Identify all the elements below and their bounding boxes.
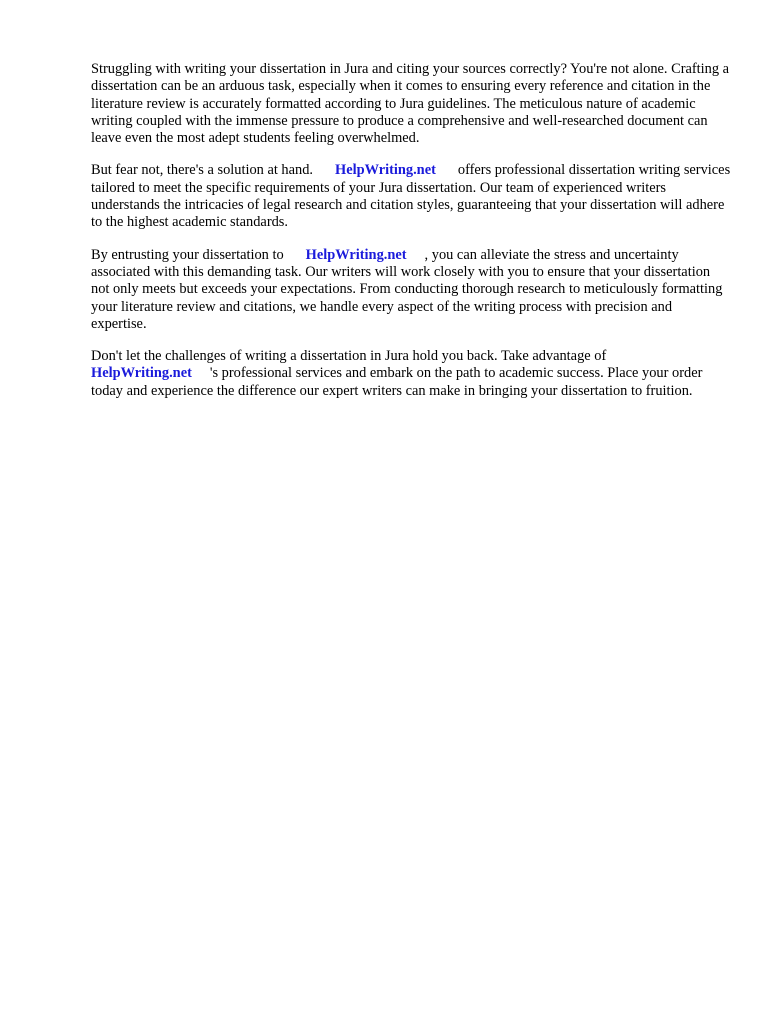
paragraph-intro <box>91 61 731 147</box>
paragraph-solution-lead: But fear not, there's a solution at hand. <box>91 162 313 179</box>
helpwriting-link[interactable]: HelpWriting.net <box>335 162 436 179</box>
document-body <box>91 61 731 415</box>
paragraph-solution <box>91 162 731 231</box>
paragraph-solution-rest: offers professional dissertation writing services tailored to meet the specific requirements of your Jura dissertation. Our team of experienced writers understands the intricacies of legal research and citation styles, guaranteeing that your dissertation will adhere to the highest academic standards. <box>91 162 731 231</box>
helpwriting-link[interactable]: HelpWriting.net <box>91 365 192 382</box>
paragraph-intro-text: Struggling with writing your dissertation in Jura and citing your sources correctly? You're not alone. Crafting a dissertation can be an arduous task, especially when it comes to ensuring every reference and citation in the literature review is accurately formatted according to Jura guidelines. The meticulous nature of academic writing coupled with the immense pressure to produce a comprehensive and well-researched document can leave even the most adept students feeling overwhelmed. <box>91 61 730 147</box>
paragraph-entrusting-rest: , you can alleviate the stress and uncertainty associated with this demanding task. Our writers will work closely with you to ensure that your dissertation not only meets but exceeds your expectations. From conducting thorough research to meticulously formatting your literature review and citations, we handle every aspect of the writing process with precision and expertise. <box>91 246 723 332</box>
paragraph-closing-lead: Don't let the challenges of writing a dissertation in Jura hold you back. Take advantage of <box>91 348 607 365</box>
paragraph-closing <box>91 348 731 400</box>
paragraph-entrusting-lead: By entrusting your dissertation to <box>91 246 284 263</box>
paragraph-closing-rest: 's professional services and embark on the path to academic success. Place your order today and experience the difference our expert writers can make in bringing your dissertation to fruition. <box>91 365 703 399</box>
paragraph-entrusting <box>91 247 731 333</box>
helpwriting-link[interactable]: HelpWriting.net <box>305 246 407 263</box>
